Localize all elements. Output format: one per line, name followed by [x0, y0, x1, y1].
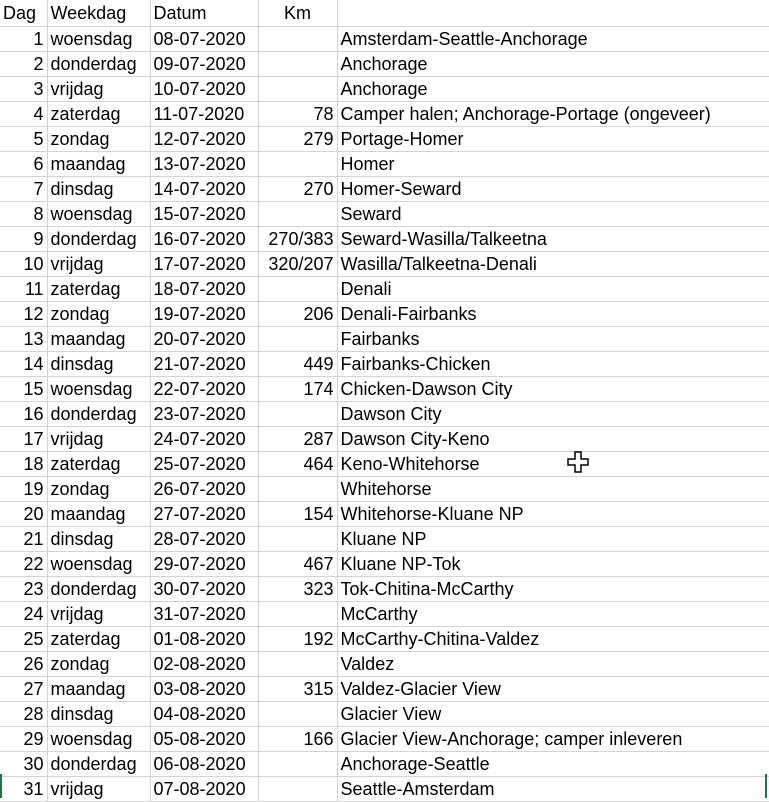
- cell-route[interactable]: Whitehorse-Kluane NP: [337, 501, 769, 526]
- cell-weekdag[interactable]: woensdag: [47, 376, 150, 401]
- cell-km[interactable]: [258, 751, 337, 776]
- cell-datum[interactable]: 20-07-2020: [150, 326, 258, 351]
- cell-route[interactable]: Anchorage: [337, 76, 769, 101]
- cell-dag[interactable]: 11: [0, 276, 47, 301]
- selection-border-left: [0, 774, 2, 798]
- cell-km[interactable]: 174: [258, 376, 337, 401]
- table-row: [0, 76, 769, 101]
- table-row: [0, 251, 769, 276]
- cell-datum[interactable]: 11-07-2020: [150, 101, 258, 126]
- cell-weekdag[interactable]: dinsdag: [47, 351, 150, 376]
- cell-dag[interactable]: 31: [0, 776, 47, 801]
- cell-weekdag[interactable]: maandag: [47, 501, 150, 526]
- cell-datum[interactable]: 14-07-2020: [150, 176, 258, 201]
- table-row: [0, 701, 769, 726]
- header-km[interactable]: Km: [258, 0, 337, 26]
- cell-weekdag[interactable]: zondag: [47, 651, 150, 676]
- cell-km[interactable]: 279: [258, 126, 337, 151]
- cell-datum[interactable]: 02-08-2020: [150, 651, 258, 676]
- cell-weekdag[interactable]: donderdag: [47, 401, 150, 426]
- cell-weekdag[interactable]: dinsdag: [47, 701, 150, 726]
- cell-select-cross-icon: [567, 451, 589, 473]
- cell-route[interactable]: Homer-Seward: [337, 176, 769, 201]
- cell-datum[interactable]: 26-07-2020: [150, 476, 258, 501]
- cell-weekdag[interactable]: maandag: [47, 676, 150, 701]
- cell-route[interactable]: Valdez: [337, 651, 769, 676]
- cell-dag[interactable]: 18: [0, 451, 47, 476]
- cell-route[interactable]: Portage-Homer: [337, 126, 769, 151]
- table-row: [0, 351, 769, 376]
- cell-km[interactable]: 320/207: [258, 251, 337, 276]
- table-row: [0, 401, 769, 426]
- cell-dag[interactable]: 1: [0, 26, 47, 51]
- table-row: [0, 426, 769, 451]
- cell-dag[interactable]: 2: [0, 51, 47, 76]
- cell-km[interactable]: 467: [258, 551, 337, 576]
- cell-dag[interactable]: 12: [0, 301, 47, 326]
- cell-km[interactable]: [258, 26, 337, 51]
- cell-datum[interactable]: 08-07-2020: [150, 26, 258, 51]
- cell-route[interactable]: Whitehorse: [337, 476, 769, 501]
- cell-dag[interactable]: 19: [0, 476, 47, 501]
- cell-km[interactable]: 315: [258, 676, 337, 701]
- cell-datum[interactable]: 07-08-2020: [150, 776, 258, 801]
- cell-dag[interactable]: 29: [0, 726, 47, 751]
- cell-dag[interactable]: 9: [0, 226, 47, 251]
- cell-route[interactable]: Fairbanks-Chicken: [337, 351, 769, 376]
- cell-weekdag[interactable]: zondag: [47, 476, 150, 501]
- cell-route[interactable]: Dawson City: [337, 401, 769, 426]
- cell-dag[interactable]: 26: [0, 651, 47, 676]
- cell-datum[interactable]: 31-07-2020: [150, 601, 258, 626]
- cell-km[interactable]: [258, 526, 337, 551]
- cell-weekdag[interactable]: zaterdag: [47, 626, 150, 651]
- cell-datum[interactable]: 03-08-2020: [150, 676, 258, 701]
- cell-route[interactable]: Glacier View-Anchorage; camper inleveren: [337, 726, 769, 751]
- selection-border-right: [765, 774, 767, 798]
- cell-weekdag[interactable]: woensdag: [47, 726, 150, 751]
- cell-route[interactable]: Seattle-Amsterdam: [337, 776, 769, 801]
- cell-datum[interactable]: 28-07-2020: [150, 526, 258, 551]
- header-route[interactable]: [337, 0, 769, 26]
- cell-km[interactable]: 449: [258, 351, 337, 376]
- cell-datum[interactable]: 21-07-2020: [150, 351, 258, 376]
- cell-datum[interactable]: 30-07-2020: [150, 576, 258, 601]
- cell-weekdag[interactable]: dinsdag: [47, 176, 150, 201]
- table-row: [0, 301, 769, 326]
- cell-km[interactable]: 464: [258, 451, 337, 476]
- cell-dag[interactable]: 23: [0, 576, 47, 601]
- cell-route[interactable]: Fairbanks: [337, 326, 769, 351]
- cell-dag[interactable]: 13: [0, 326, 47, 351]
- cell-dag[interactable]: 28: [0, 701, 47, 726]
- table-row: [0, 626, 769, 651]
- cell-weekdag[interactable]: zaterdag: [47, 451, 150, 476]
- table-row: [0, 276, 769, 301]
- cell-weekdag[interactable]: vrijdag: [47, 251, 150, 276]
- cell-datum[interactable]: 18-07-2020: [150, 276, 258, 301]
- table-row: [0, 476, 769, 501]
- cell-dag[interactable]: 16: [0, 401, 47, 426]
- cell-dag[interactable]: 14: [0, 351, 47, 376]
- cell-km[interactable]: 323: [258, 576, 337, 601]
- cell-route[interactable]: Kluane NP-Tok: [337, 551, 769, 576]
- table-row: [0, 151, 769, 176]
- cell-weekdag[interactable]: maandag: [47, 326, 150, 351]
- cell-route[interactable]: Keno-Whitehorse: [337, 451, 769, 476]
- cell-route[interactable]: Camper halen; Anchorage-Portage (ongeveer): [337, 101, 769, 126]
- cell-datum[interactable]: 29-07-2020: [150, 551, 258, 576]
- cell-route[interactable]: McCarthy: [337, 601, 769, 626]
- cell-datum[interactable]: 23-07-2020: [150, 401, 258, 426]
- cell-km[interactable]: [258, 326, 337, 351]
- cell-km[interactable]: 192: [258, 626, 337, 651]
- cell-route[interactable]: Seward: [337, 201, 769, 226]
- table-row: [0, 451, 769, 476]
- cell-datum[interactable]: 06-08-2020: [150, 751, 258, 776]
- cell-dag[interactable]: 25: [0, 626, 47, 651]
- cell-route[interactable]: Denali-Fairbanks: [337, 301, 769, 326]
- cell-km[interactable]: 287: [258, 426, 337, 451]
- cell-route[interactable]: Kluane NP: [337, 526, 769, 551]
- cell-dag[interactable]: 15: [0, 376, 47, 401]
- cell-route[interactable]: Glacier View: [337, 701, 769, 726]
- cell-km[interactable]: [258, 476, 337, 501]
- table-row: [0, 376, 769, 401]
- cell-dag[interactable]: 17: [0, 426, 47, 451]
- cell-route[interactable]: Tok-Chitina-McCarthy: [337, 576, 769, 601]
- cell-datum[interactable]: 13-07-2020: [150, 151, 258, 176]
- header-datum[interactable]: Datum: [150, 0, 258, 26]
- header-dag[interactable]: Dag: [0, 0, 47, 26]
- cell-route[interactable]: Anchorage-Seattle: [337, 751, 769, 776]
- cell-km[interactable]: [258, 201, 337, 226]
- cell-datum[interactable]: 10-07-2020: [150, 76, 258, 101]
- cell-dag[interactable]: 7: [0, 176, 47, 201]
- cell-dag[interactable]: 30: [0, 751, 47, 776]
- cell-km[interactable]: 206: [258, 301, 337, 326]
- cell-dag[interactable]: 4: [0, 101, 47, 126]
- cell-datum[interactable]: 15-07-2020: [150, 201, 258, 226]
- cell-weekdag[interactable]: dinsdag: [47, 526, 150, 551]
- cell-route[interactable]: Valdez-Glacier View: [337, 676, 769, 701]
- cell-km[interactable]: 270/383: [258, 226, 337, 251]
- cell-dag[interactable]: 5: [0, 126, 47, 151]
- cell-dag[interactable]: 6: [0, 151, 47, 176]
- header-row: [0, 0, 769, 26]
- cell-datum[interactable]: 09-07-2020: [150, 51, 258, 76]
- cell-weekdag[interactable]: woensdag: [47, 201, 150, 226]
- cell-weekdag[interactable]: zondag: [47, 301, 150, 326]
- cell-weekdag[interactable]: woensdag: [47, 26, 150, 51]
- cell-weekdag[interactable]: donderdag: [47, 226, 150, 251]
- cell-km[interactable]: 166: [258, 726, 337, 751]
- cell-dag[interactable]: 22: [0, 551, 47, 576]
- header-weekdag[interactable]: Weekdag: [47, 0, 150, 26]
- table-row: [0, 26, 769, 51]
- table-row: [0, 551, 769, 576]
- cell-km[interactable]: [258, 701, 337, 726]
- cell-route[interactable]: Dawson City-Keno: [337, 426, 769, 451]
- table-row: [0, 201, 769, 226]
- table-row: [0, 101, 769, 126]
- cell-km[interactable]: [258, 276, 337, 301]
- cell-weekdag[interactable]: zaterdag: [47, 101, 150, 126]
- table-row: [0, 726, 769, 751]
- cell-route[interactable]: McCarthy-Chitina-Valdez: [337, 626, 769, 651]
- cell-weekdag[interactable]: woensdag: [47, 551, 150, 576]
- cell-datum[interactable]: 27-07-2020: [150, 501, 258, 526]
- cell-datum[interactable]: 04-08-2020: [150, 701, 258, 726]
- cell-datum[interactable]: 17-07-2020: [150, 251, 258, 276]
- table-row: [0, 51, 769, 76]
- cell-weekdag[interactable]: vrijdag: [47, 601, 150, 626]
- cell-datum[interactable]: 25-07-2020: [150, 451, 258, 476]
- cell-km[interactable]: [258, 51, 337, 76]
- cell-datum[interactable]: 16-07-2020: [150, 226, 258, 251]
- cell-datum[interactable]: 19-07-2020: [150, 301, 258, 326]
- cell-route[interactable]: Denali: [337, 276, 769, 301]
- cell-km[interactable]: [258, 76, 337, 101]
- cell-weekdag[interactable]: vrijdag: [47, 776, 150, 801]
- cell-weekdag[interactable]: vrijdag: [47, 426, 150, 451]
- cell-dag[interactable]: 20: [0, 501, 47, 526]
- table-row: [0, 501, 769, 526]
- cell-datum[interactable]: 24-07-2020: [150, 426, 258, 451]
- cell-datum[interactable]: 05-08-2020: [150, 726, 258, 751]
- cell-weekdag[interactable]: zondag: [47, 126, 150, 151]
- cell-km[interactable]: 154: [258, 501, 337, 526]
- cell-route[interactable]: Amsterdam-Seattle-Anchorage: [337, 26, 769, 51]
- table-row: [0, 676, 769, 701]
- cell-dag[interactable]: 3: [0, 76, 47, 101]
- cell-km[interactable]: [258, 651, 337, 676]
- table-row: [0, 326, 769, 351]
- table-row: [0, 226, 769, 251]
- cell-dag[interactable]: 10: [0, 251, 47, 276]
- cell-weekdag[interactable]: donderdag: [47, 51, 150, 76]
- cell-km[interactable]: [258, 401, 337, 426]
- cell-weekdag[interactable]: donderdag: [47, 576, 150, 601]
- cell-weekdag[interactable]: zaterdag: [47, 276, 150, 301]
- cell-km[interactable]: [258, 151, 337, 176]
- cell-datum[interactable]: 22-07-2020: [150, 376, 258, 401]
- table-row: [0, 651, 769, 676]
- cell-weekdag[interactable]: donderdag: [47, 751, 150, 776]
- cell-route[interactable]: Wasilla/Talkeetna-Denali: [337, 251, 769, 276]
- cell-dag[interactable]: 24: [0, 601, 47, 626]
- cell-datum[interactable]: 12-07-2020: [150, 126, 258, 151]
- table-row: [0, 576, 769, 601]
- table-row: [0, 751, 769, 776]
- cell-km[interactable]: [258, 776, 337, 801]
- cell-route[interactable]: Homer: [337, 151, 769, 176]
- cell-weekdag[interactable]: maandag: [47, 151, 150, 176]
- cell-dag[interactable]: 27: [0, 676, 47, 701]
- cell-dag[interactable]: 8: [0, 201, 47, 226]
- cell-route[interactable]: Chicken-Dawson City: [337, 376, 769, 401]
- cell-km[interactable]: [258, 601, 337, 626]
- cell-route[interactable]: Anchorage: [337, 51, 769, 76]
- cell-km[interactable]: 78: [258, 101, 337, 126]
- table-row: [0, 176, 769, 201]
- table-row: [0, 601, 769, 626]
- cell-dag[interactable]: 21: [0, 526, 47, 551]
- table-row: [0, 526, 769, 551]
- table-row: [0, 776, 769, 801]
- cell-km[interactable]: 270: [258, 176, 337, 201]
- cell-datum[interactable]: 01-08-2020: [150, 626, 258, 651]
- table-row: [0, 126, 769, 151]
- cell-route[interactable]: Seward-Wasilla/Talkeetna: [337, 226, 769, 251]
- cell-weekdag[interactable]: vrijdag: [47, 76, 150, 101]
